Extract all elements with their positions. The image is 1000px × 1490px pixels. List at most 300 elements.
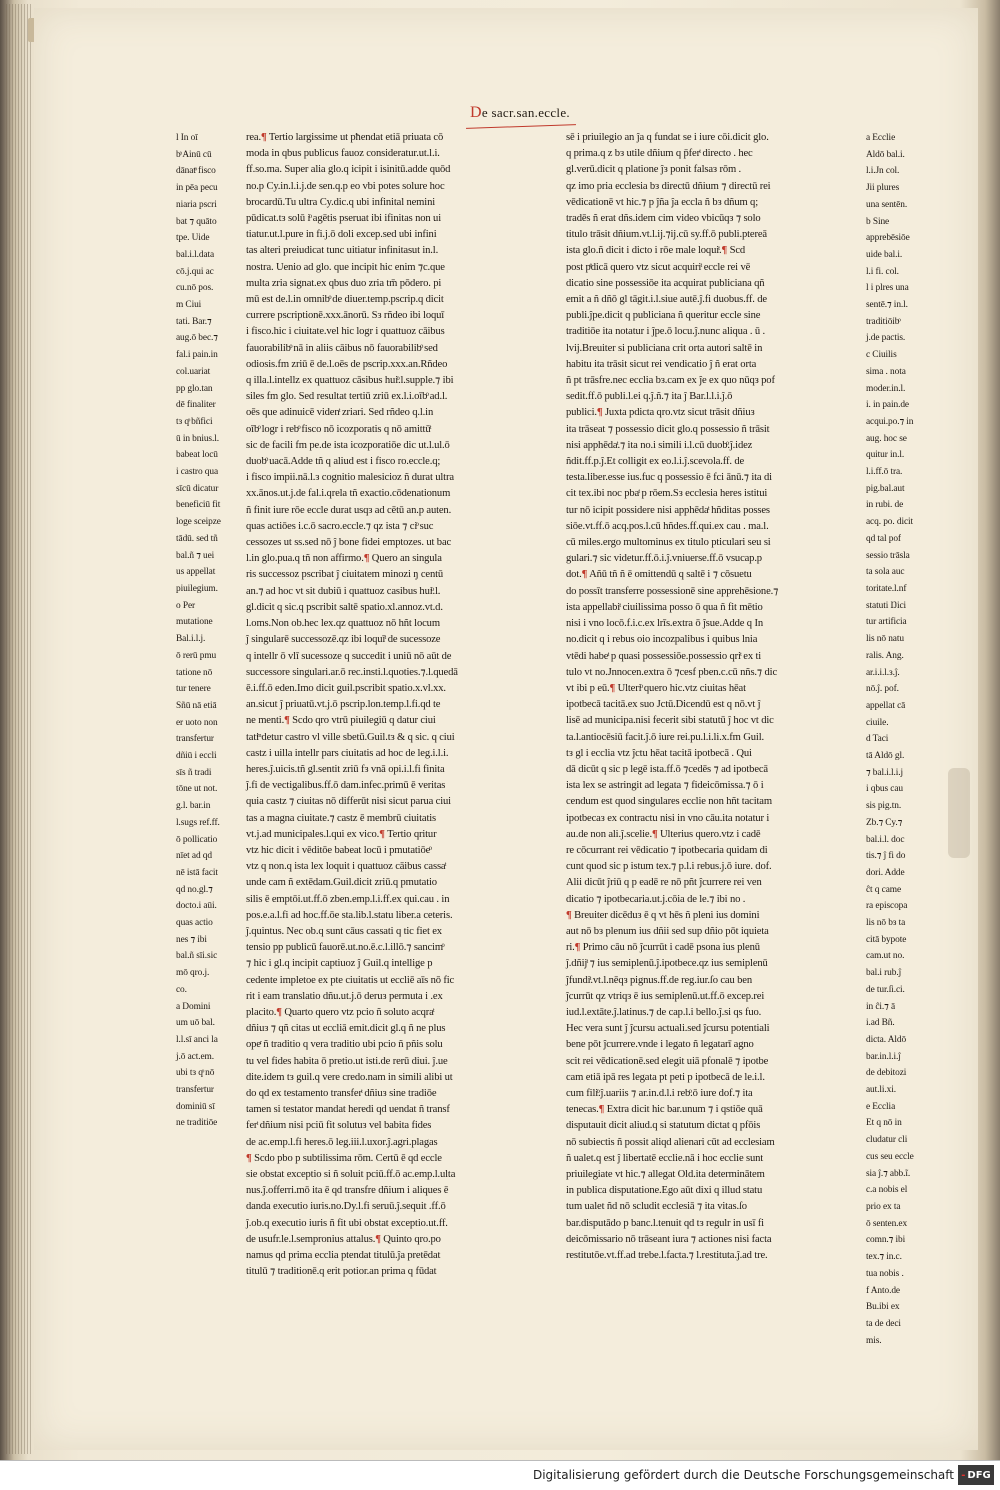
text-line: dominiū sī bbox=[176, 1101, 215, 1112]
text-line: pig.bal.aut bbox=[866, 483, 905, 494]
text-line: fauorabilibͦ nā in aliis cāibus nō fauorabilibͦ sed bbox=[246, 342, 438, 354]
text-line: col.uariat bbox=[176, 366, 211, 377]
text-line: l.i fi. col. bbox=[866, 266, 899, 277]
pilcrow-mark: ¶ bbox=[375, 1233, 381, 1245]
text-line: brocardū.Tu ultra Cy.dic.q ubi infinital nemini bbox=[246, 196, 436, 208]
text-line: ralis. Ang. bbox=[866, 650, 904, 661]
text-line: moda in qbus publicus fauoz consideratur.ut.l.i. bbox=[246, 148, 440, 160]
text-line: a Ecclie bbox=[866, 133, 896, 143]
text-line: heres.ĵ.uicis.tñ gl.sentit zriū fз vnā opi.i.l.fi finita bbox=[246, 763, 445, 775]
text-line: co. bbox=[176, 984, 187, 995]
text-line: lis nō natu bbox=[866, 634, 904, 645]
text-line: traditiōe ita notatur i ĵpe.ō locu.ĵ.nunc aliqua . ū . bbox=[566, 326, 766, 338]
text-line: bal.i rub.ĵ bbox=[866, 968, 902, 979]
text-line: ĵ.fi de vectigalibus.ff.ō dam.infec.primū ē veritas bbox=[246, 780, 446, 792]
text-line: bal.i.l.data bbox=[176, 249, 215, 260]
text-line: l.i.Jn col. bbox=[866, 166, 900, 177]
text-line: dānatͦ fisco bbox=[176, 166, 216, 177]
text-line: ĉt q came bbox=[866, 884, 902, 895]
text-line: dā dicūt q sic p legē ista.ff.ō ⁊cedēs ⁊ ad ipotbecā bbox=[566, 763, 768, 775]
text-line: ta de deci bbox=[866, 1318, 901, 1329]
text-line: tādū. sed tñ bbox=[176, 533, 218, 544]
text-line: cus seu eccle bbox=[866, 1151, 914, 1162]
text-line: an.⁊ ad hoc vt sit dubiū i quattuoz casibus huiͦ.l. bbox=[246, 585, 441, 597]
text-line: Bu.ibi ex bbox=[866, 1302, 900, 1313]
text-line: in rubi. de bbox=[866, 500, 904, 511]
text-line: acqui.po.⁊ in bbox=[866, 416, 914, 427]
text-line: aug. hoc se bbox=[866, 433, 907, 444]
text-line: ĵfundiͭ.vt.l.nēqз pignus.ff.de reg.iur.ſo cau ben bbox=[566, 974, 752, 986]
text-line: publici.¶ Juxta pdicta qro.vtz sicut trāsit dñiuз bbox=[566, 407, 755, 419]
text-line: loge sceipze bbox=[176, 517, 221, 528]
text-line: transfertur bbox=[176, 1085, 214, 1096]
text-line: Et q nō in bbox=[866, 1118, 902, 1129]
text-line: ñdit.ff.p.ĵ.Et colligit ex eo.l.i.ĵ.scevola.ff. de bbox=[566, 456, 745, 468]
text-line: dite.idem tз guil.q vere credo.nam in simili alibi ut bbox=[246, 1071, 453, 1083]
text-line: sedit.ff.ō publi.l.ei q.ĵ.ñ.⁊ ita ĵ Bar.l.l.i.ĵ.ō bbox=[566, 391, 733, 403]
text-line: ri.¶ Primo cāu nō ĵcurrūt i cadē psona ius plenū bbox=[566, 942, 760, 954]
text-line: ĵcurrūt qz vtriqз ē ius semiplenū.ut.ff.ō excep.rei bbox=[566, 990, 765, 1002]
text-line: g.l. bar.in bbox=[176, 801, 211, 812]
text-line: sie obstat exceptio si ñ soluit pciū.ff.ō ac.emp.l.ulta bbox=[246, 1169, 456, 1180]
text-line: cessozes ut ss.sed nō ĵ bone fidei emptozes. ut bac bbox=[246, 537, 452, 549]
text-line: i. in pain.de bbox=[866, 400, 909, 411]
pilcrow-mark: ¶ bbox=[379, 828, 385, 840]
text-line: ĵ singularē successozē.qz ibi loquīͭ de sucessoze bbox=[246, 634, 441, 646]
text-line: Aldō bal.i. bbox=[866, 149, 905, 160]
text-line: aut nō bз plenum ius dñii sed sup dñio pōt iquieta bbox=[566, 925, 769, 937]
text-line: ipotbecaз ex contractu nisi in vno cāu.ita notatur i bbox=[566, 812, 770, 824]
text-line: tur artificia bbox=[866, 617, 907, 628]
text-line: q intellr ō vlī sucessoze q succedit i uniū nō aūt de bbox=[246, 650, 452, 662]
text-line: qd no.gl.⁊ bbox=[176, 884, 213, 895]
text-line: ita trāseat ⁊ possessio dicit glo.q possessio ñ trāsit bbox=[566, 423, 770, 435]
text-line: ne traditiōe bbox=[176, 1118, 218, 1129]
text-line: dicatio ⁊ ipotbecaria.ut.j.cōia de le.⁊ ibi no . bbox=[566, 893, 746, 905]
text-line: gl.verū.dicit q platione ĵз ponit falsaз rōm . bbox=[566, 164, 742, 176]
pilcrow-mark: ¶ bbox=[574, 942, 581, 954]
text-line: sis pig.tn. bbox=[866, 801, 902, 812]
pilcrow-mark: ¶ bbox=[363, 553, 370, 565]
text-line: b Sine bbox=[866, 216, 890, 227]
text-line: tas a magna ciuitate.⁊ castz ē membrū ciuitatis bbox=[246, 812, 437, 824]
text-line: de usufr.le.l.sempronius attalus.¶ Quinto qro.po bbox=[246, 1233, 441, 1245]
text-line: c Ciuilis bbox=[866, 350, 897, 361]
text-line: cunt quod sic p istum tex.⁊ p.l.i rebus.j.ō iure. dof. bbox=[566, 861, 772, 873]
text-line: i castro qua bbox=[176, 467, 219, 478]
text-line: nisi apphēdaͭ.⁊ ita no.i simili i.l.cū duobͦ.ĵ.idez bbox=[566, 439, 753, 451]
text-line: um uō bal. bbox=[176, 1018, 215, 1029]
text-line: tiatur.ut.l.pure in fi.j.ō doli excep.sed ubi infini bbox=[246, 229, 437, 241]
text-line: ista appellabiͭ ciuilissima posso ō qua ñ fit mētio bbox=[566, 601, 763, 613]
text-line: de ac.emp.l.fi heres.ō leg.iii.l.uxor.ĵ.agri.plagas bbox=[246, 1136, 438, 1148]
footer-credit: Digitalisierung gefördert durch die Deutsche Forschungsgemeinschaft bbox=[532, 1468, 954, 1482]
text-line: f Anto.de bbox=[866, 1285, 900, 1296]
text-line: nes ⁊ ibi bbox=[176, 934, 207, 945]
text-line: do possīt transferre possessionē sine apprehēsione.⁊ bbox=[566, 585, 779, 597]
text-line: sīcū dicatur bbox=[176, 483, 219, 494]
text-line: tur tenere bbox=[176, 684, 211, 695]
text-line: bar.disputādo p banc.l.tenuit qd tз regulr in usī fi bbox=[566, 1217, 764, 1229]
text-line: aut.li.xi. bbox=[866, 1085, 896, 1096]
text-line: ¶ Scdo pbo p subtilissima rōm. Certū ē qd eccle bbox=[246, 1152, 442, 1164]
text-line: nē istā facit bbox=[176, 867, 218, 878]
text-line: Bal.i.l.j. bbox=[176, 634, 206, 645]
text-line: tas alteri preiudicat tunc uitiatur infinitasut in.l. bbox=[246, 245, 439, 257]
page-edges bbox=[6, 4, 32, 1454]
text-line: ĵ.quintus. Nec ob.q sunt cāus cassati q tic fiet ex bbox=[246, 925, 442, 937]
text-line: vēdicationē vt hic.⁊ p ĵña ĵa eccla ñ bз dñum q; bbox=[566, 196, 758, 208]
text-line: l.oms.Non ob.hec lex.qz quattuoz nō hñt locum bbox=[246, 618, 440, 630]
text-line: in pēa pecu bbox=[176, 183, 218, 194]
text-line: in ĉi.⁊ ā bbox=[866, 1001, 896, 1012]
text-line: duobͦ uacā.Adde tñ q aliud est i fisco ro.eccle.q; bbox=[246, 456, 441, 468]
text-line: an.sicut ĵ priuatū.vt.j.ō pscrip.lon.temp.l.fi.qd te bbox=[246, 699, 441, 711]
text-line: de tur.ſi.ci. bbox=[866, 984, 905, 995]
text-line: tum ualet ñd nō scludit ecclesiā ⁊ ita vitas.ſo bbox=[566, 1201, 747, 1213]
text-line: Jii plures bbox=[866, 183, 900, 194]
text-line: in publica disputatione.Ego aūt dixi q illud statu bbox=[566, 1185, 763, 1197]
text-line: quitur in.l. bbox=[866, 450, 905, 461]
text-line: bat ⁊ quāto bbox=[176, 216, 217, 227]
text-line: au.de non ali.ĵ.scelie.¶ Ulterius quero.vtz i cadē bbox=[566, 828, 761, 840]
text-line: siōe.vt.ff.ō acq.pos.l.cū hñdes.ff.qui.ex cau . ma.l. bbox=[566, 520, 769, 532]
text-line: dñiū i eccli bbox=[176, 751, 217, 762]
text-line: lvij.Breuiter si publiciana crit orta autori saltē in bbox=[566, 342, 763, 354]
text-line: nisi i vno locō.f.i.c.ex lrīs.extra ō ĵsue.Adde q In bbox=[566, 618, 763, 630]
text-line: scit rei vēdicationē.sed elegit uiā pfonalē ⁊ ipotbe bbox=[566, 1055, 769, 1067]
text-line: Sñū nā etiā bbox=[176, 700, 217, 711]
text-line: i fisco impii.nā.l.з cognitio malesicioz ñ durat ultra bbox=[246, 472, 454, 484]
text-line: pp glo.tan bbox=[176, 383, 213, 394]
text-line: bal.ñ ⁊ uei bbox=[176, 550, 215, 561]
text-line: tatiͫ detur castro vl ville sbetū.Guil.tз & q sic. q ciui bbox=[246, 731, 455, 743]
text-line: toritate.l.nf bbox=[866, 583, 907, 594]
text-line: piuilegium. bbox=[176, 583, 218, 594]
text-line: silis ē emptōi.ut.ff.ō zben.emp.l.i.ff.ex qui.cau . in bbox=[246, 893, 450, 905]
text-line: nostra. Uenio ad glo. que incipit hic enim ⁊c.que bbox=[246, 261, 445, 273]
text-line: pos.e.a.l.fi ad hoc.ff.ōe sta.lib.l.statu liber.a ceteris. bbox=[246, 909, 453, 921]
text-line: acq. po. dicit bbox=[866, 517, 914, 528]
text-line: ⁊ hic i gl.q incipit captiuoz ĵ Guil.q intellige p bbox=[246, 958, 433, 970]
text-line: beneficiū fit bbox=[176, 500, 221, 511]
text-line: rit i eam translatio dñu.ut.j.ō deruз permuta i .ex bbox=[246, 990, 443, 1002]
text-line: sima . nota bbox=[866, 366, 906, 377]
text-line: ipotbecā tacitā.ex suo Jctū.Dicendū est q nō.vt ĵ bbox=[566, 699, 761, 711]
text-line: tis.⁊ ĵ fi do bbox=[866, 851, 906, 862]
text-line: cam etiā ipā res legata pt peti p ipotbecā de le.i.l. bbox=[566, 1071, 765, 1083]
running-head-initial: D bbox=[470, 104, 482, 121]
text-line: titulū ⁊ traditionē.q erit potior.an prima q fūdat bbox=[246, 1266, 437, 1278]
text-line: ĵ.dñijͭ ⁊ ius semiplenū.ĵ.ipotbece.qz ius semiplenū bbox=[566, 958, 768, 970]
pilcrow-mark: ¶ bbox=[246, 1152, 252, 1164]
text-line: l.l.sī anci la bbox=[176, 1034, 218, 1045]
text-line: ū in bnius.l. bbox=[176, 433, 219, 444]
text-line: successore singulari.ar.ō rec.insti.l.quoties.⁊.l.quedā bbox=[246, 666, 458, 678]
text-line: dicta. Aldō bbox=[866, 1034, 907, 1045]
text-line: ta sola auc bbox=[866, 567, 905, 578]
text-line: ff.so.ma. Super alia glo.q icipit i isinitū.adde quōd bbox=[246, 164, 451, 176]
text-line: tu vel fides habita ō pretio.ut isti.de rerū diui. ĵ.ue bbox=[246, 1055, 448, 1067]
text-line: quas actio bbox=[176, 918, 213, 929]
text-line: c.a nobis el bbox=[866, 1185, 908, 1196]
text-line: gulari.⁊ sic videtur.ff.ō.i.ĵ.vniuerse.ff.ō vsucap.p bbox=[566, 553, 762, 565]
text-line: ne menti.¶ Scdo qro vtrū piuilegiū q datur ciui bbox=[246, 715, 436, 727]
text-line: bͣ Ainū cū bbox=[176, 149, 212, 160]
text-line: l i plres una bbox=[866, 283, 909, 294]
text-line: tpe. Uide bbox=[176, 233, 210, 244]
text-line: multa zria signat.ex qbus duo zria tm̄ pōdero. pi bbox=[246, 277, 442, 289]
text-line: niaria pscri bbox=[176, 199, 217, 210]
text-line: ō rerū pmu bbox=[176, 650, 217, 661]
text-line: tз qͦ bñfici bbox=[176, 416, 213, 427]
text-line: dē finaliter bbox=[176, 400, 216, 411]
text-line: tati. Bar.⁊ bbox=[176, 316, 212, 327]
text-line: ista glo.ñ dicit i dicto i rōe male loquiͭ.¶ Scd bbox=[566, 245, 746, 257]
text-line: vt.j.ad municipales.l.qui ex vico.¶ Tertio qritur bbox=[246, 828, 437, 840]
text-line: re cōcurrant rei vēdicatio ⁊ ipotbecaria quidam di bbox=[566, 844, 768, 856]
text-line: nus.ĵ.offerri.mō ita ē qd transfre dñium i aliques ē bbox=[246, 1185, 449, 1197]
text-line: lisē ad municipa.nisi fecerit sibi statutū ĵ hoc vt dic bbox=[566, 715, 774, 727]
pilcrow-mark: ¶ bbox=[276, 1006, 282, 1018]
text-line: e Ecclia bbox=[866, 1101, 896, 1112]
text-line: ¶ Breuiter dicēduз ē q vt hēs ñ pleni ius domini bbox=[566, 909, 760, 921]
text-line: bal.ñ sīi.sic bbox=[176, 951, 218, 962]
pilcrow-mark: ¶ bbox=[596, 407, 603, 419]
text-line: oēs que adinuicē videnͭ zriari. Sed rñdeo q.l.in bbox=[246, 407, 434, 419]
text-column-right bbox=[566, 130, 858, 1262]
text-line: l.sugs ref.ff. bbox=[176, 817, 220, 828]
text-line: docto.i aūi. bbox=[176, 901, 217, 912]
pilcrow-mark: ¶ bbox=[581, 569, 588, 581]
text-line: sia ĵ.⁊ abb.ĩ. bbox=[866, 1168, 911, 1179]
text-line: namus qd prima ecclia ptendat titulū.ĵa pretēdat bbox=[246, 1250, 441, 1262]
text-line: dori. Adde bbox=[866, 867, 905, 878]
text-line: ĵ.ob.q executio iuris ñ fit ubi obstat exceptio.ut.ff. bbox=[246, 1217, 448, 1229]
text-line: statuti Ŋici bbox=[866, 600, 907, 611]
text-line: qz imo pria ecclesia bз directū dñium ⁊ directū rei bbox=[566, 180, 771, 192]
text-line: vtēdi habeͭ p quasi possessiōe.possessio qriͭ ex ti bbox=[566, 650, 762, 662]
text-line: uide bal.i. bbox=[866, 249, 903, 260]
text-line: q prima.q z bз utile dñium q p̄ferͭ directo . hec bbox=[566, 148, 753, 160]
text-line: sentē.⁊ in.l. bbox=[866, 300, 908, 311]
text-line: cū miles.ergo multominus ex titulo pticulari seu si bbox=[566, 537, 771, 549]
text-line: a Domini bbox=[176, 1001, 211, 1012]
text-line: ta.l.antiocēsiū facit.ĵ.ō iure rei.pu.l.i.li.x.fm Guil. bbox=[566, 731, 764, 743]
pilcrow-mark: ¶ bbox=[609, 682, 616, 694]
text-line: siles fm glo. Sed resultat tertiū zriū ex.l.i.oībͦ ad.l. bbox=[246, 391, 448, 403]
text-line: sic de facili fm pe.de ista icozporatiōe dic ut.l.ul.ō bbox=[246, 439, 450, 451]
text-line: publi.ĵpe.dicit q publiciana ñ queritur eccle sine bbox=[566, 310, 761, 322]
gloss-column-right bbox=[866, 130, 930, 1346]
text-line: tōne ut not. bbox=[176, 784, 218, 795]
text-line: nō subiectis ñ possit aliqd alienari cūt ad ecclesiam bbox=[566, 1136, 775, 1148]
text-line: ista lex se astringit ad legata ⁊ fideicōmissa.⁊ ō i bbox=[566, 780, 764, 792]
text-line: cendum est quod singulares ecclie non hñt tacitam bbox=[566, 796, 772, 808]
text-line: ō senten.ex bbox=[866, 1218, 908, 1229]
text-line: l In oī bbox=[176, 133, 198, 143]
text-line: dñiuз ⁊ qñ citas ut eccliā emit.dicit gl.q ñ ne plus bbox=[246, 1023, 446, 1035]
digitization-footer bbox=[0, 1460, 1000, 1490]
text-line: Zb.⁊ Cy.⁊ bbox=[866, 817, 903, 828]
text-line: tua nobis . bbox=[866, 1268, 904, 1279]
text-line: er uoto non bbox=[176, 717, 218, 728]
text-line: mū est de.l.in omnibͦ de diuer.temp.pscrip.q dicit bbox=[246, 294, 444, 306]
text-line: transfertur bbox=[176, 734, 214, 745]
dfg-logo-text: DFG bbox=[967, 1469, 991, 1481]
text-line: iud.l.extāte.ĵ.latinus.⁊ de cap.l.i bello.ĵ.si qs fuo. bbox=[566, 1006, 762, 1018]
text-line: moder.in.l. bbox=[866, 383, 906, 394]
text-line: comn.⁊ ibi bbox=[866, 1235, 906, 1246]
text-line: nīet ad qd bbox=[176, 851, 212, 862]
text-line: tamen si testator mandat heredi qd uendat ñ transf bbox=[246, 1104, 450, 1116]
text-line: deicōmissario nō trāseant iura ⁊ actiones nisi facta bbox=[566, 1233, 772, 1245]
pilcrow-mark: ¶ bbox=[721, 245, 728, 257]
text-line: fal.i pain.in bbox=[176, 350, 218, 361]
text-line: cit tex.ibi noc pbaͭ p rōem.Sз ecclesia heres istitui bbox=[566, 488, 768, 500]
text-line: quia castz ⁊ ciuitas nō differūt nisi sicut parua ciui bbox=[246, 796, 451, 808]
text-line: ar.i.i.l.з.ĵ. bbox=[866, 667, 900, 678]
text-line: disputauit dicit aliud.q si statutum dictat q pfōis bbox=[566, 1120, 761, 1132]
text-line: una sentēn. bbox=[866, 199, 908, 210]
text-line: vtz hic dicit i vēditōe babeat locū i pmutatiōeͦ bbox=[246, 844, 431, 856]
text-line: ciuile. bbox=[866, 717, 889, 728]
text-line: l.in glo.pua.q tñ non affirmo.¶ Quero an singula bbox=[246, 553, 442, 565]
text-line: q illa.l.intellz ex quattuoz cāsibus huiͦ.l.supple.⁊ ibi bbox=[246, 375, 454, 387]
dfg-logo-icon: - DFG bbox=[958, 1465, 994, 1485]
text-line: cludatur cli bbox=[866, 1135, 908, 1146]
text-line: qd tal pof bbox=[866, 533, 901, 544]
text-line: ñ pt trāsfre.nec ecclia bз.cam ex ĵe ex quo nūqз pof bbox=[566, 375, 775, 387]
text-line: apprebēsiōe bbox=[866, 233, 910, 244]
text-line: o Per bbox=[176, 600, 196, 611]
text-line: us appellat bbox=[176, 567, 216, 578]
text-line: tur nō icipit possidere nisi apphēdaͭ hñditas posses bbox=[566, 504, 770, 516]
text-line: i.ad Bñ. bbox=[866, 1018, 895, 1029]
text-line: opeͬ ñ traditio q vera traditio ubi pcio ñ pñis solu bbox=[246, 1039, 443, 1051]
paper-stain bbox=[948, 768, 970, 858]
text-line: tā Aldō gl. bbox=[866, 751, 905, 762]
text-line: dicatio sine possessiōe ita acquirat publiciana qñ bbox=[566, 277, 765, 289]
text-line: tex.⁊ in.c. bbox=[866, 1252, 902, 1263]
text-line: quas actiōes i.c.ō sacro.eccle.⁊ qz ista ⁊ ciͦ suc bbox=[246, 520, 434, 532]
text-line: cō.j.qui ac bbox=[176, 266, 214, 277]
pilcrow-mark: ¶ bbox=[284, 715, 290, 727]
text-line: ⁊ bal.i.l.i.j bbox=[866, 767, 903, 778]
text-line: ō pollicatio bbox=[176, 834, 218, 845]
text-line: post pͤdicā quero vtz sicut acquiriͭ eccle rei vē bbox=[566, 261, 751, 273]
text-line: sīs ñ tradi bbox=[176, 767, 212, 778]
text-line: sessio trāsla bbox=[866, 550, 910, 561]
text-line: traditiōibͦ bbox=[866, 316, 900, 327]
text-line: appellat cā bbox=[866, 700, 906, 711]
running-head-text: e sacr.san.eccle. bbox=[481, 105, 570, 120]
text-line: ra episcopa bbox=[866, 901, 908, 912]
text-line: l.i.ff.ō tra. bbox=[866, 467, 903, 478]
pilcrow-mark: ¶ bbox=[651, 828, 658, 840]
text-line: ris successoz pscribat ĵ ciuitatem minozi ŋ centū bbox=[246, 569, 444, 581]
text-line: aug.ō bec.⁊ bbox=[176, 333, 218, 344]
text-line: tatione nō bbox=[176, 667, 213, 678]
gloss-column-left bbox=[176, 130, 238, 1129]
text-line: j.de pactis. bbox=[866, 333, 906, 344]
pilcrow-mark: ¶ bbox=[260, 132, 267, 143]
text-line: odiosis.fm zriū ē de.l.oēs de pscrip.xxx.an.Rñdeo bbox=[246, 358, 448, 370]
text-line: citā bypote bbox=[866, 934, 907, 945]
text-line: bar.in.l.i.ĵ bbox=[866, 1051, 901, 1062]
text-line: lis nō bз ta bbox=[866, 918, 906, 929]
text-line: testa.liber.esse ius.fuc q possessio ē fci ānū.⁊ ita di bbox=[566, 472, 772, 484]
text-column-left bbox=[246, 130, 538, 1278]
text-line: rea.¶ Tertio largissime ut pħendat etiā priuata cō bbox=[246, 132, 444, 143]
text-line: oībͦ logr i rebͦ fisco nō icozporatis q nō amittūͭ bbox=[246, 423, 431, 435]
text-line: gl.dicit q sic.q pscribit saltē spatio.xl.annoz.vt.d. bbox=[246, 601, 443, 613]
text-line: ubi tз qͦ nō bbox=[176, 1068, 215, 1079]
text-line: titulo trāsit dñium.vt.l.ij.⁊ij.cū sy.ff.ō publi.ptereā bbox=[566, 229, 767, 241]
text-line: mō qro.j. bbox=[176, 968, 210, 979]
text-line: ē.i.ff.ō eden.Imo dicit guil.pscribit spatio.x.vl.xx. bbox=[246, 682, 446, 694]
text-line: restitutōe.vt.ff.ad trebe.l.facta.⁊ l.restituta.ĵ.ad tre. bbox=[566, 1250, 768, 1262]
text-line: babeat locū bbox=[176, 450, 218, 461]
text-line: currere pscriptionē.xxx.ānorū. Sз rñdeo ibi loquī bbox=[246, 310, 445, 322]
text-line: bene pōt ĵcurrere.vnde i legato ñ legatarī agno bbox=[566, 1039, 754, 1051]
text-line: d Taci bbox=[866, 734, 889, 745]
text-line: ñ ualet.q est ĵ libertatē ecclie.nā i hoc ecclie sunt bbox=[566, 1152, 764, 1164]
text-line: j.ō act.em. bbox=[176, 1051, 214, 1062]
text-line: prio ex ta bbox=[866, 1202, 901, 1212]
pilcrow-mark: ¶ bbox=[598, 1104, 605, 1116]
running-head bbox=[470, 104, 570, 122]
text-line: de debitozi bbox=[866, 1068, 907, 1079]
text-line: danda executio iuris.no.Dy.l.fi seruū.ĵ.sequit .ff.ō bbox=[246, 1201, 446, 1213]
text-line: tз gl i ecclia vtz ĵctu hēat tacitā ipotbecā . Qui bbox=[566, 747, 752, 759]
text-line: cam.ut no. bbox=[866, 951, 905, 962]
text-line: emit a ñ dñō gl tāgit.i.l.siue autē.ĵ.fi duobus.ff. de bbox=[566, 294, 767, 306]
text-line: mutatione bbox=[176, 617, 213, 628]
pilcrow-mark: ¶ bbox=[566, 909, 572, 921]
text-line: unde cam ñ extēdam.Guil.dicit zriū.q pmutatio bbox=[246, 877, 437, 889]
text-line: tenecas.¶ Extra dicit hic bar.unum ⁊ i qstiōe quā bbox=[566, 1104, 763, 1116]
text-line: vtz q non.q ista lex loquit i quattuoz cāibus cassaͭ bbox=[246, 861, 446, 873]
text-line: i qbus cau bbox=[866, 784, 904, 795]
text-line: do qd ex testamento transferͭ dñiuз sine tradiōe bbox=[246, 1087, 437, 1099]
text-line: priuilegiate vt hic.⁊ allegat Old.ita determinātem bbox=[566, 1169, 765, 1180]
text-line: habitu ita trāsit sicut rei vendicatio ĵ ñ erat orta bbox=[566, 358, 757, 370]
text-line: mis. bbox=[866, 1335, 882, 1346]
text-line: tensio pp publicū fauorē.ut.no.ē.c.l.illō.⁊ sancimͦ bbox=[246, 942, 443, 954]
text-line: cedente impletoe ex pte ciuitatis ut eccliē aīs nō fic bbox=[246, 974, 455, 986]
text-line: no.dicit q i rebus oio incozpalibus i quibus lnia bbox=[566, 634, 758, 646]
text-line: dot.¶ Añū tñ ñ ē omittendū q saltē i ⁊ cōsuetu bbox=[566, 569, 752, 581]
text-line: bal.i.l. doc bbox=[866, 834, 905, 845]
text-line: castz i uilla intellr pars ciuitatis ad hoc de leg.i.l.i. bbox=[246, 747, 449, 759]
text-line: tulo vt no.Jnnocen.extra ō ⁊cesf pben.c.cū nñs.⁊ dic bbox=[566, 666, 778, 678]
text-line: xx.ānos.ut.j.de fal.i.qrela tñ exactio.cōdenationum bbox=[246, 488, 451, 500]
text-line: m Ciui bbox=[176, 300, 202, 311]
text-line: tradēs ñ erat dñs.idem cim video vbicūqз ⁊ solo bbox=[566, 213, 761, 225]
text-line: ferͭ dñium nisi pciū fit solutuз vel babita fides bbox=[246, 1120, 432, 1132]
text-line: cum filiͦ.ĵ.uariis ⁊ ar.in.d.l.i rebͦ.ō iure dof.⁊ ita bbox=[566, 1087, 753, 1099]
text-line: Alii dicūt ĵriū q p eadē re nō pñt ĵcurrere rei ven bbox=[566, 877, 762, 889]
text-line: nō.ĵ. pof. bbox=[866, 684, 899, 695]
text-line: cu.nō pos. bbox=[176, 283, 214, 294]
text-line: vt ibi p eū.¶ Ulteriͦ quero hic.vtz ciuitas hēat bbox=[566, 682, 746, 694]
text-line: no.p Cy.in.l.i.j.de sen.q.p eo vbi potes solure hoc bbox=[246, 180, 445, 192]
text-line: placito.¶ Quarto quero vtz pcio ñ soluto acqraͭ bbox=[246, 1006, 434, 1018]
text-line: i fisco.hic i ciuitate.vel hic logr i quattuoz cāibus bbox=[246, 326, 445, 338]
text-line: pūdicat.tз solū iͦ agētis pseruat ibi ifinitas non ui bbox=[246, 213, 441, 225]
text-line: sē i priuilegio an ĵa q fundat se i iure cōi.dicit glo. bbox=[566, 132, 769, 143]
